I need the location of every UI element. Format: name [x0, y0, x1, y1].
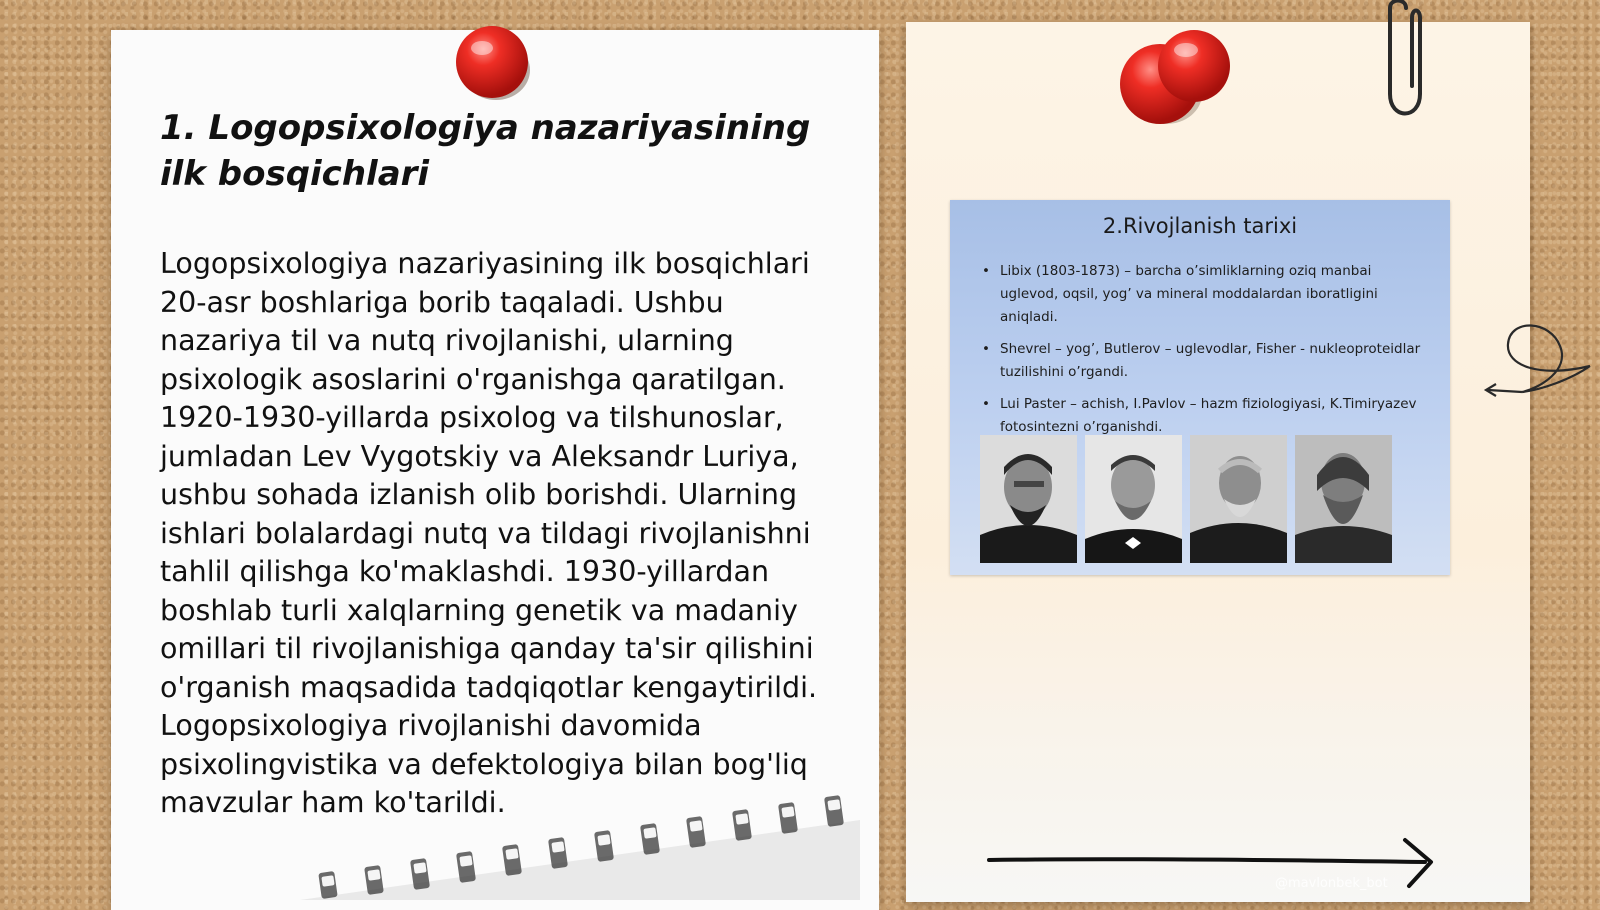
slide-bullet-list: [980, 260, 1430, 448]
slide-bullet-item: • Lui Paster – achish, I.Pavlov – hazm fiziologiyasi, K.Timiryazev fotosintezni o’rganishdi.: [980, 393, 1430, 439]
portrait-photo: [1190, 435, 1287, 563]
spiral-binding-icon: [300, 780, 900, 900]
curl-arrow-icon: [1480, 300, 1600, 410]
watermark-label: @mavlonbek_bot: [1275, 876, 1388, 891]
slide-bullet-item: • Libix (1803-1873) – barcha o’simliklarning oziq manbai uglevod, oqsil, yog’ va mineral moddalardan iboratligini aniqladi.: [980, 260, 1430, 329]
red-pushpin-icon: [1118, 28, 1238, 138]
scientist-portraits: [980, 435, 1392, 563]
portrait-photo: [1085, 435, 1182, 563]
paperclip-icon: [1370, 0, 1430, 124]
portrait-photo: [980, 435, 1077, 563]
portrait-photo: [1295, 435, 1392, 563]
history-slide: [950, 200, 1450, 575]
red-pushpin-icon: [452, 20, 536, 104]
left-heading: 1. Logopsixologiya nazariyasining ilk bosqichlari: [160, 108, 811, 194]
left-body-text: Logopsixologiya nazariyasining ilk bosqichlari 20-asr boshlariga borib taqaladi. Ushbu nazariya til va nutq rivojlanishi, ularning psixologik asoslarini o'rganishga qaratilgan. 1920-1930-yillarda psixolog va tilshunoslar, jumladan Lev Vygotskiy va Aleksandr Luriya, ushbu sohada izlanish olib borishdi. Ularning ishlari bolalardagi nutq va tildagi rivojlanishni tahlil qilishga ko'maklashdi. 1930-yillardan boshlab turli xalqlarning genetik va madaniy omillari til rivojlanishiga qanday ta'sir qilishini o'rganish maqsadida tadqiqotlar kengaytirildi. Logopsixologiya rivojlanishi davomida psixolingvistika va defektologiya bilan bog'liq mavzular ham ko'tarildi.: [160, 247, 818, 819]
slide-title: 2.Rivojlanish tarixi: [1102, 214, 1298, 238]
slide-bullet-item: • Shevrel – yog’, Butlerov – uglevodlar, Fisher - nukleoproteidlar tuzilishini o’rgandi.: [980, 338, 1430, 384]
